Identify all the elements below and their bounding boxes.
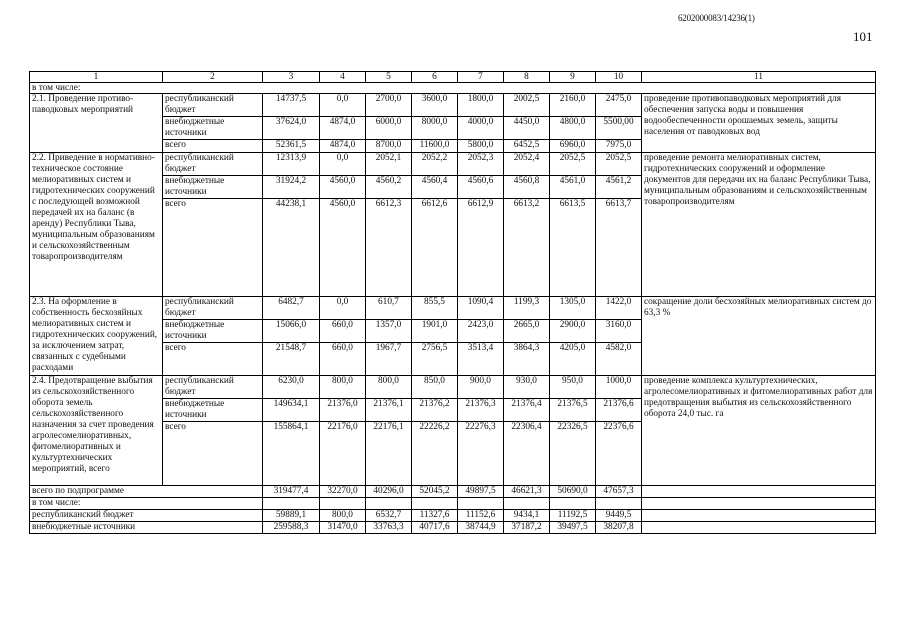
value-cell: 1199,3 [504, 297, 550, 320]
funding-source: республиканский бюджет [163, 376, 263, 399]
total-label: всего по подпрограмме [30, 486, 263, 498]
total-breakdown-value: 9449,5 [596, 510, 642, 522]
value-cell: 1000,0 [596, 376, 642, 399]
value-cell: 21548,7 [263, 343, 320, 376]
value-cell: 155864,1 [263, 422, 320, 486]
value-cell: 15066,0 [263, 320, 320, 343]
total-breakdown-value: 11327,6 [412, 510, 458, 522]
value-cell: 1422,0 [596, 297, 642, 320]
document-id: 6202000083/14236(1) [678, 13, 755, 23]
value-cell: 4561,0 [550, 176, 596, 199]
funding-source: республиканский бюджет [163, 153, 263, 176]
value-cell: 3160,0 [596, 320, 642, 343]
value-cell: 22176,0 [320, 422, 366, 486]
funding-source: внебюджетные источники [163, 176, 263, 199]
value-cell: 2052,5 [596, 153, 642, 176]
value-cell: 6612,3 [366, 199, 412, 297]
value-cell: 800,0 [366, 376, 412, 399]
column-header: 8 [504, 72, 550, 83]
value-cell: 31924,2 [263, 176, 320, 199]
column-header: 10 [596, 72, 642, 83]
value-cell: 1901,0 [412, 320, 458, 343]
value-cell: 4560,6 [458, 176, 504, 199]
total-breakdown-value: 6532,7 [366, 510, 412, 522]
value-cell: 21376,1 [366, 399, 412, 422]
total-breakdown-value: 59889,1 [263, 510, 320, 522]
section-note: проведение противопаводковых мероприятий для обеспечения запуска воды и повышения водообеспеченности орошаемых земель, защиты населения от паводковых вод [642, 94, 876, 153]
total-in-row [30, 498, 876, 510]
value-cell: 4874,0 [320, 140, 366, 153]
value-cell: 8700,0 [366, 140, 412, 153]
value-cell: 4560,2 [366, 176, 412, 199]
funding-source: внебюджетные источники [163, 117, 263, 140]
total-breakdown-value: 39497,5 [550, 522, 596, 534]
empty-cell [366, 498, 412, 510]
value-cell: 4560,0 [320, 176, 366, 199]
total-breakdown-value: 31470,0 [320, 522, 366, 534]
value-cell: 0,0 [320, 153, 366, 176]
total-in-label: в том числе: [30, 498, 263, 510]
total-value: 46621,3 [504, 486, 550, 498]
value-cell: 22276,3 [458, 422, 504, 486]
total-breakdown-value: 11152,6 [458, 510, 504, 522]
value-cell: 2002,5 [504, 94, 550, 117]
value-cell: 4582,0 [596, 343, 642, 376]
value-cell: 1357,0 [366, 320, 412, 343]
total-breakdown-value: 259588,3 [263, 522, 320, 534]
total-value: 52045,2 [412, 486, 458, 498]
total-breakdown-row [30, 522, 876, 534]
total-breakdown-value: 800,0 [320, 510, 366, 522]
total-breakdown-value: 9434,1 [504, 510, 550, 522]
section-row [30, 94, 876, 117]
value-cell: 44238,1 [263, 199, 320, 297]
column-header: 4 [320, 72, 366, 83]
total-value: 50690,0 [550, 486, 596, 498]
value-cell: 21376,6 [596, 399, 642, 422]
empty-cell [263, 498, 320, 510]
value-cell: 950,0 [550, 376, 596, 399]
value-cell: 22326,5 [550, 422, 596, 486]
value-cell: 2475,0 [596, 94, 642, 117]
value-cell: 855,5 [412, 297, 458, 320]
empty-cell [642, 522, 876, 534]
total-value: 40296,0 [366, 486, 412, 498]
total-value: 319477,4 [263, 486, 320, 498]
column-header: 3 [263, 72, 320, 83]
column-header: 9 [550, 72, 596, 83]
section-note: сокращение доли бесхозяйных мелиоративных систем до 63,3 % [642, 297, 876, 376]
value-cell: 4560,8 [504, 176, 550, 199]
value-cell: 22306,4 [504, 422, 550, 486]
value-cell: 2160,0 [550, 94, 596, 117]
empty-cell [596, 498, 642, 510]
column-header: 5 [366, 72, 412, 83]
empty-cell [504, 498, 550, 510]
value-cell: 4560,4 [412, 176, 458, 199]
funding-source: всего [163, 343, 263, 376]
value-cell: 1305,0 [550, 297, 596, 320]
value-cell: 6612,9 [458, 199, 504, 297]
value-cell: 22176,1 [366, 422, 412, 486]
value-cell: 52361,5 [263, 140, 320, 153]
empty-cell [550, 498, 596, 510]
column-header: 7 [458, 72, 504, 83]
value-cell: 1090,4 [458, 297, 504, 320]
funding-source: внебюджетные источники [163, 320, 263, 343]
value-cell: 660,0 [320, 343, 366, 376]
value-cell: 610,7 [366, 297, 412, 320]
total-breakdown-value: 11192,5 [550, 510, 596, 522]
funding-source: всего [163, 422, 263, 486]
total-breakdown-value: 38207,8 [596, 522, 642, 534]
empty-cell [642, 498, 876, 510]
value-cell: 2756,5 [412, 343, 458, 376]
funding-source: внебюджетные источники [163, 399, 263, 422]
value-cell: 2052,1 [366, 153, 412, 176]
column-header: 6 [412, 72, 458, 83]
value-cell: 4561,2 [596, 176, 642, 199]
value-cell: 2665,0 [504, 320, 550, 343]
empty-cell [320, 498, 366, 510]
value-cell: 7975,0 [596, 140, 642, 153]
value-cell: 4450,0 [504, 117, 550, 140]
value-cell: 6613,7 [596, 199, 642, 297]
funding-source: республиканский бюджет [163, 297, 263, 320]
value-cell: 8000,0 [412, 117, 458, 140]
in-total-row [30, 83, 876, 94]
section-row [30, 153, 876, 176]
value-cell: 22376,6 [596, 422, 642, 486]
value-cell: 2052,2 [412, 153, 458, 176]
value-cell: 2052,5 [550, 153, 596, 176]
total-breakdown-value: 38744,9 [458, 522, 504, 534]
page-number: 101 [853, 29, 873, 44]
value-cell: 1800,0 [458, 94, 504, 117]
value-cell: 2700,0 [366, 94, 412, 117]
value-cell: 0,0 [320, 94, 366, 117]
value-cell: 4874,0 [320, 117, 366, 140]
in-total-label: в том числе: [30, 83, 876, 94]
value-cell: 4800,0 [550, 117, 596, 140]
value-cell: 2423,0 [458, 320, 504, 343]
value-cell: 6230,0 [263, 376, 320, 399]
value-cell: 850,0 [412, 376, 458, 399]
header-row [30, 72, 876, 83]
section-title: 2.1. Проведение противо-паводковых мероприятий [30, 94, 163, 153]
total-value: 47657,3 [596, 486, 642, 498]
value-cell: 14737,5 [263, 94, 320, 117]
total-breakdown-value: 37187,2 [504, 522, 550, 534]
value-cell: 660,0 [320, 320, 366, 343]
total-value: 49897,5 [458, 486, 504, 498]
value-cell: 4205,0 [550, 343, 596, 376]
section-note: проведение комплекса культуртехнических, агролесомелиоративных и фитомелиоративных работ для предотвращения выбытия из сельскохозяйственного оборота 24,0 тыс. га [642, 376, 876, 486]
value-cell: 4560,0 [320, 199, 366, 297]
total-breakdown-label: республиканский бюджет [30, 510, 263, 522]
value-cell: 4000,0 [458, 117, 504, 140]
total-breakdown-value: 40717,6 [412, 522, 458, 534]
value-cell: 21376,4 [504, 399, 550, 422]
value-cell: 6960,0 [550, 140, 596, 153]
section-title: 2.2. Приведение в нормативно-техническое состояние мелиоративных систем и гидротехнических сооружений с последующей возможной передачей их на баланс (в аренду) Республики Тыва, муниципальным образованиям и сельскохозяйственным товаропроизводителям [30, 153, 163, 297]
value-cell: 3864,3 [504, 343, 550, 376]
empty-cell [412, 498, 458, 510]
value-cell: 900,0 [458, 376, 504, 399]
funding-source: всего [163, 199, 263, 297]
section-row [30, 297, 876, 320]
section-title: 2.4. Предотвращение выбытия из сельскохозяйственного оборота земель сельскохозяйственного назначения за счет проведения агролесомелиоративных, фитомелиоративных и культуртехнических мероприятий, всего [30, 376, 163, 486]
value-cell: 6613,5 [550, 199, 596, 297]
value-cell: 2900,0 [550, 320, 596, 343]
column-header: 11 [642, 72, 876, 83]
value-cell: 21376,2 [412, 399, 458, 422]
value-cell: 6612,6 [412, 199, 458, 297]
empty-cell [642, 510, 876, 522]
value-cell: 6452,5 [504, 140, 550, 153]
value-cell: 0,0 [320, 297, 366, 320]
section-row [30, 376, 876, 399]
total-breakdown-label: внебюджетные источники [30, 522, 263, 534]
value-cell: 11600,0 [412, 140, 458, 153]
funding-source: республиканский бюджет [163, 94, 263, 117]
value-cell: 21376,5 [550, 399, 596, 422]
value-cell: 37624,0 [263, 117, 320, 140]
empty-cell [458, 498, 504, 510]
budget-table [29, 71, 876, 534]
value-cell: 2052,4 [504, 153, 550, 176]
value-cell: 3513,4 [458, 343, 504, 376]
value-cell: 2052,3 [458, 153, 504, 176]
funding-source: всего [163, 140, 263, 153]
value-cell: 5800,0 [458, 140, 504, 153]
value-cell: 800,0 [320, 376, 366, 399]
value-cell: 12313,9 [263, 153, 320, 176]
value-cell: 6000,0 [366, 117, 412, 140]
section-title: 2.3. На оформление в собственность бесхозяйных мелиоративных систем и гидротехнических сооружений, за исключением затрат, связанных с судебными расходами [30, 297, 163, 376]
column-header: 2 [163, 72, 263, 83]
value-cell: 3600,0 [412, 94, 458, 117]
value-cell: 5500,00 [596, 117, 642, 140]
value-cell: 6613,2 [504, 199, 550, 297]
total-note [642, 486, 876, 498]
total-breakdown-row [30, 510, 876, 522]
section-note: проведение ремонта мелиоративных систем, гидротехнических сооружений и оформление документов для передачи их на баланс Республики Тыва, муниципальным образованиям и сельскохозяйственным товаропроизводителям [642, 153, 876, 297]
value-cell: 149634,1 [263, 399, 320, 422]
total-breakdown-value: 33763,3 [366, 522, 412, 534]
value-cell: 21376,0 [320, 399, 366, 422]
total-row [30, 486, 876, 498]
value-cell: 22226,2 [412, 422, 458, 486]
value-cell: 6482,7 [263, 297, 320, 320]
column-header: 1 [30, 72, 163, 83]
value-cell: 21376,3 [458, 399, 504, 422]
total-value: 32270,0 [320, 486, 366, 498]
value-cell: 1967,7 [366, 343, 412, 376]
value-cell: 930,0 [504, 376, 550, 399]
